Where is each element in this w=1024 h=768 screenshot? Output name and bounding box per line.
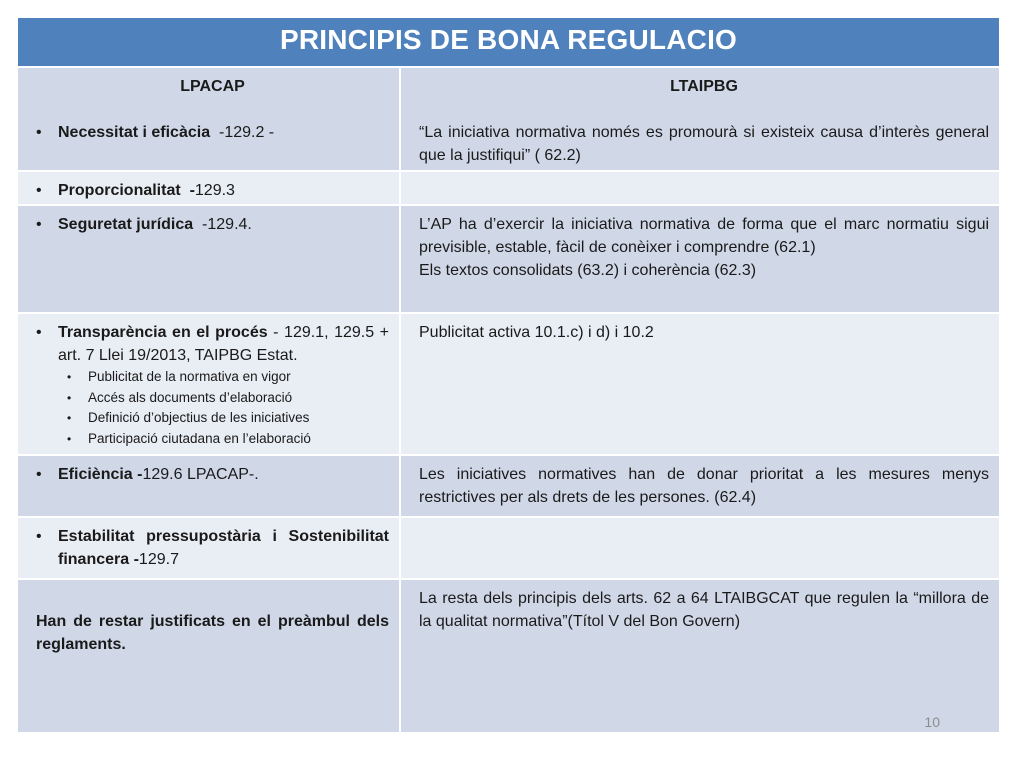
column-header-ltaipbg: LTAIPBG [670, 78, 738, 95]
principle-name: Transparència en el procés [58, 324, 268, 341]
ltaipbg-text: Els textos consolidats (63.2) i coherència (62.3) [419, 262, 757, 279]
column-header-lpacap: LPACAP [180, 78, 245, 95]
principle-name: Seguretat jurídica [58, 216, 194, 233]
principle-item [36, 213, 389, 236]
table-cell-lpacap [17, 205, 400, 313]
table-cell-lpacap [17, 67, 400, 171]
sub-item: • Accés als documents d’elaboració [36, 388, 389, 409]
table-cell-ltaipbg [400, 67, 1000, 171]
principles-table [16, 16, 1001, 734]
title-cell [17, 17, 1000, 67]
principle-item [36, 121, 389, 144]
table-cell-ltaipbg [400, 579, 1000, 733]
ltaipbg-text: “La iniciativa normativa només es promourà si existeix causa d’interès general que la justifiqui” ( 62.2) [419, 124, 990, 164]
principle-item [36, 179, 389, 202]
principle-ref: 129.7 [138, 551, 179, 568]
principle-name: Necessitat i eficàcia [58, 124, 211, 141]
table-cell-ltaipbg [400, 171, 1000, 205]
principle-ref: - 129.1, 129.5 + art. 7 Llei 19/2013, TAIPBG Estat. [58, 324, 389, 364]
principle-item [36, 525, 389, 571]
ltaipbg-text: Les iniciatives normatives han de donar prioritat a les mesures menys restrictives per als drets de les persones. (62.4) [419, 466, 990, 506]
table-cell-ltaipbg [400, 455, 1000, 517]
principle-ref: 129.3 [194, 182, 235, 199]
sub-item: • Participació ciutadana en l’elaboració [36, 429, 389, 450]
ltaipbg-text: La resta dels principis dels arts. 62 a 64 LTAIBGCAT que regulen la “millora de la qualitat normativa”(Títol V del Bon Govern) [419, 590, 990, 630]
table-cell-lpacap [17, 455, 400, 517]
table-cell-lpacap [17, 579, 400, 733]
principle-item [36, 321, 389, 367]
table-cell-lpacap [17, 171, 400, 205]
ltaipbg-text: Publicitat activa 10.1.c) i d) i 10.2 [419, 324, 654, 341]
principle-name: Estabilitat pressupostària i Sostenibilitat financera - [58, 528, 389, 568]
table-cell-ltaipbg [400, 517, 1000, 579]
sub-item: • Publicitat de la normativa en vigor [36, 367, 389, 388]
principle-name: Proporcionalitat - [58, 182, 195, 199]
principle-ref: -129.4. [193, 216, 252, 233]
sub-item: • Definició d’objectius de les iniciatives [36, 408, 389, 429]
slide-title: PRINCIPIS DE BONA REGULACIO [279, 24, 738, 55]
principle-ref: -129.2 - [210, 124, 275, 141]
page-number: 10 [924, 714, 940, 730]
table-cell-lpacap [17, 313, 400, 455]
principle-ref: 129.6 LPACAP-. [142, 466, 259, 483]
table-cell-ltaipbg [400, 313, 1000, 455]
preamble-note: Han de restar justificats en el preàmbul dels reglaments. [36, 613, 389, 653]
ltaipbg-text: L’AP ha d’exercir la iniciativa normativa de forma que el marc normatiu sigui previsible, estable, fàcil de conèixer i comprendre (62.1) [419, 216, 990, 256]
principle-name: Eficiència - [58, 466, 143, 483]
table-cell-ltaipbg [400, 205, 1000, 313]
table-cell-lpacap [17, 517, 400, 579]
principle-item [36, 463, 389, 486]
